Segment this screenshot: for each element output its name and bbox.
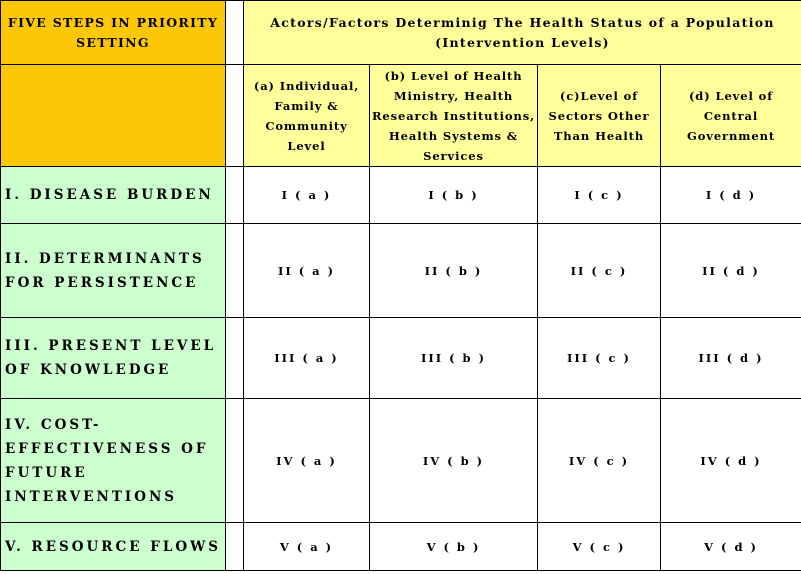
row-label: V. RESOURCE FLOWS [1,523,226,571]
spacer-cell [226,1,244,65]
table-cell: V ( b ) [370,523,538,571]
table-cell: IV ( b ) [370,399,538,523]
column-header-a: (a) Individual, Family & Community Level [244,65,370,167]
column-header-b: (b) Level of Health Ministry, Health Research Institutions, Health Systems & Services [370,65,538,167]
table-cell: III ( b ) [370,318,538,399]
table-cell: V ( a ) [244,523,370,571]
table-cell: I ( b ) [370,167,538,224]
column-header-c: (c)Level of Sectors Other Than Health [538,65,661,167]
table-cell: II ( b ) [370,224,538,318]
table-cell: I ( a ) [244,167,370,224]
row-label: III. PRESENT LEVEL OF KNOWLEDGE [1,318,226,399]
table-cell: III ( c ) [538,318,661,399]
table-cell: IV ( a ) [244,399,370,523]
column-header-d: (d) Level of Central Government [661,65,801,167]
main-header: Actors/Factors Determinig The Health Status of a Population (Intervention Levels) [244,1,801,65]
table-cell: II ( d ) [661,224,801,318]
spacer-cell [226,318,244,399]
table-row [1,399,801,523]
corner-header: FIVE STEPS IN PRIORITY SETTING [1,1,226,65]
corner-header-blank [1,65,226,167]
table-row [1,318,801,399]
header-row-columns [1,65,801,167]
table-cell: II ( a ) [244,224,370,318]
table-cell: III ( d ) [661,318,801,399]
table-cell: III ( a ) [244,318,370,399]
table-cell: V ( c ) [538,523,661,571]
table-cell: II ( c ) [538,224,661,318]
table-row [1,167,801,224]
spacer-cell [226,523,244,571]
table-cell: IV ( d ) [661,399,801,523]
spacer-cell [226,167,244,224]
table-row [1,224,801,318]
table-cell: V ( d ) [661,523,801,571]
row-label: II. DETERMINANTS FOR PERSISTENCE [1,224,226,318]
table-cell: IV ( c ) [538,399,661,523]
row-label: IV. COST-EFFECTIVENESS OF FUTURE INTERVENTIONS [1,399,226,523]
header-row-top [1,1,801,65]
spacer-cell [226,224,244,318]
spacer-cell [226,65,244,167]
table-cell: I ( d ) [661,167,801,224]
table-cell: I ( c ) [538,167,661,224]
table-row [1,523,801,571]
spacer-cell [226,399,244,523]
row-label: I. DISEASE BURDEN [1,167,226,224]
